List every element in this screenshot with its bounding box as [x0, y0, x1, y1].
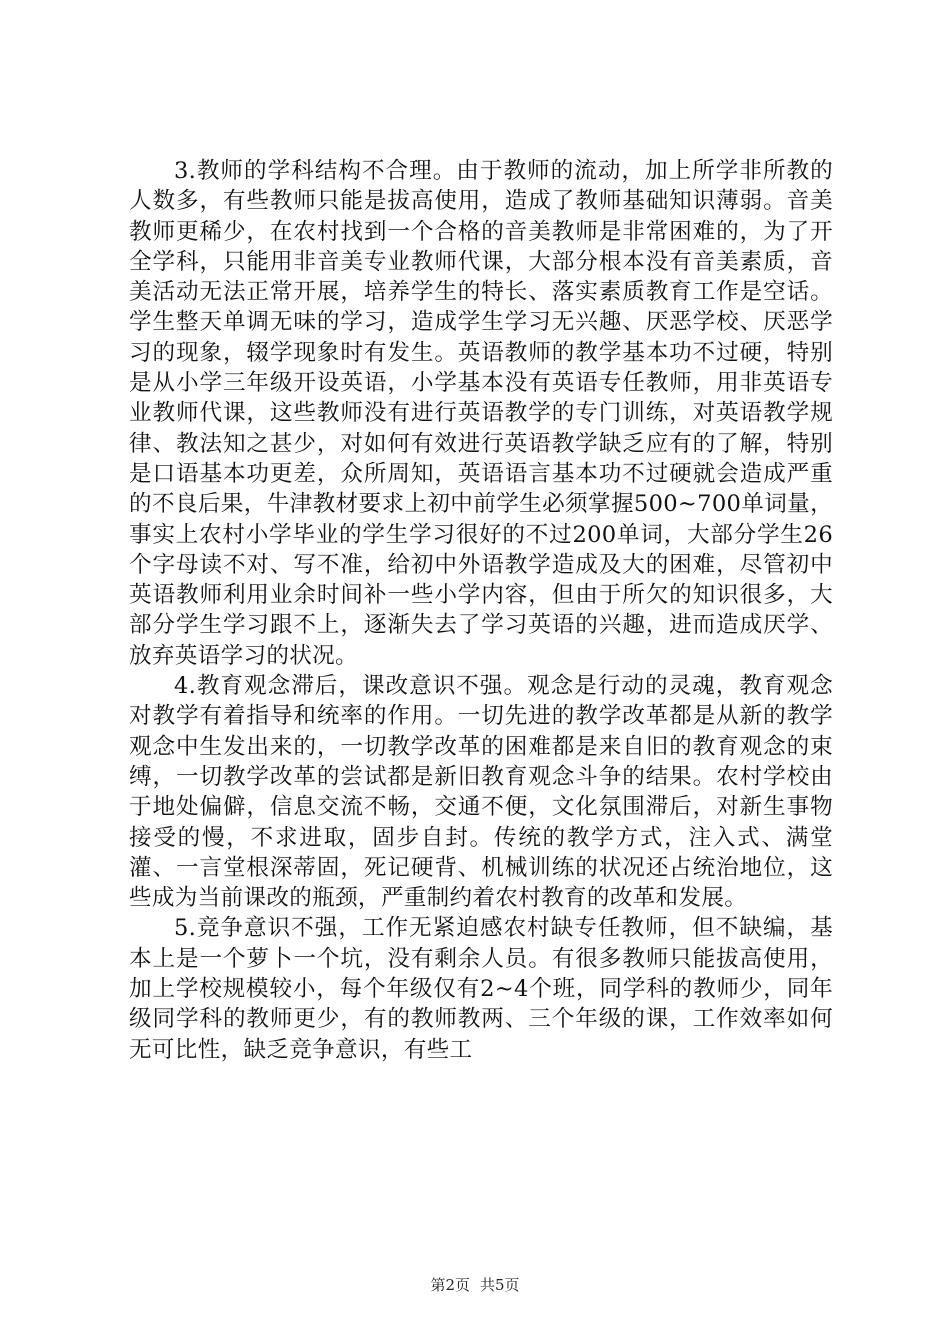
paragraph-text: 4.教育观念滞后，课改意识不强。观念是行动的灵魂，教育观念对教学有着指导和统率的作用。一切先进的教学改革都是从新的教学观念中生发出来的，一切教学改革的困难都是来自旧的教育观念的束缚，一切教学改革的尝试都是新旧教育观念斗争的结果。农村学校由于地处偏僻，信息交流不畅，交通不便，文化氛围滞后，对新生事物接受的慢，不求进取，固步自封。传统的教学方式，注入式、满堂灌、一言堂根深蒂固，死记硬背、机械训练的状况还占统治地位，这些成为当前课改的瓶颈，严重制约着农村教育的改革和发展。: [129, 673, 833, 912]
paragraph-5: [129, 913, 833, 1064]
paragraph-text: 5.竞争意识不强，工作无紧迫感农村缺专任教师，但不缺编，基本上是一个萝卜一个坑，没有剩余人员。有很多教师只能拔高使用，加上学校规模较小，每个年级仅有2~4个班，同学科的教师少，同年级同学科的教师更少，有的教师教两、三个年级的课，工作效率如何无可比性，缺乏竞争意识，有些工: [129, 915, 833, 1063]
paragraph-3: [129, 156, 833, 671]
paragraph-4: [129, 671, 833, 913]
page-total: 共5页: [480, 1276, 520, 1294]
body-text: [129, 150, 833, 1065]
page-footer: [0, 1274, 950, 1295]
paragraph-text: 3.教师的学科结构不合理。由于教师的流动，加上所学非所教的人数多，有些教师只能是拔高使用，造成了教师基础知识薄弱。音美教师更稀少，在农村找到一个合格的音美教师是非常困难的，为了开全学科，只能用非音美专业教师代课，大部分根本没有音美素质，音美活动无法正常开展，培养学生的特长、落实素质教育工作是空话。学生整天单调无味的学习，造成学生学习无兴趣、厌恶学校、厌恶学习的现象，辍学现象时有发生。英语教师的教学基本功不过硬，特别是从小学三年级开设英语，小学基本没有英语专任教师，用非英语专业教师代课，这些教师没有进行英语教学的专门训练，对英语教学规律、教法知之甚少，对如何有效进行英语教学缺乏应有的了解，特别是口语基本功更差，众所周知，英语语言基本功不过硬就会造成严重的不良后果，牛津教材要求上初中前学生必须掌握500~700单词量，事实上农村小学毕业的学生学习很好的不过200单词，大部分学生26个字母读不对、写不准，给初中外语教学造成及大的困难，尽管初中英语教师利用业余时间补一些小学内容，但由于所欠的知识很多，大部分学生学习跟不上，逐渐失去了学习英语的兴趣，进而造成厌学、放弃英语学习的状况。: [129, 158, 833, 669]
page-number: 第2页: [430, 1276, 470, 1294]
